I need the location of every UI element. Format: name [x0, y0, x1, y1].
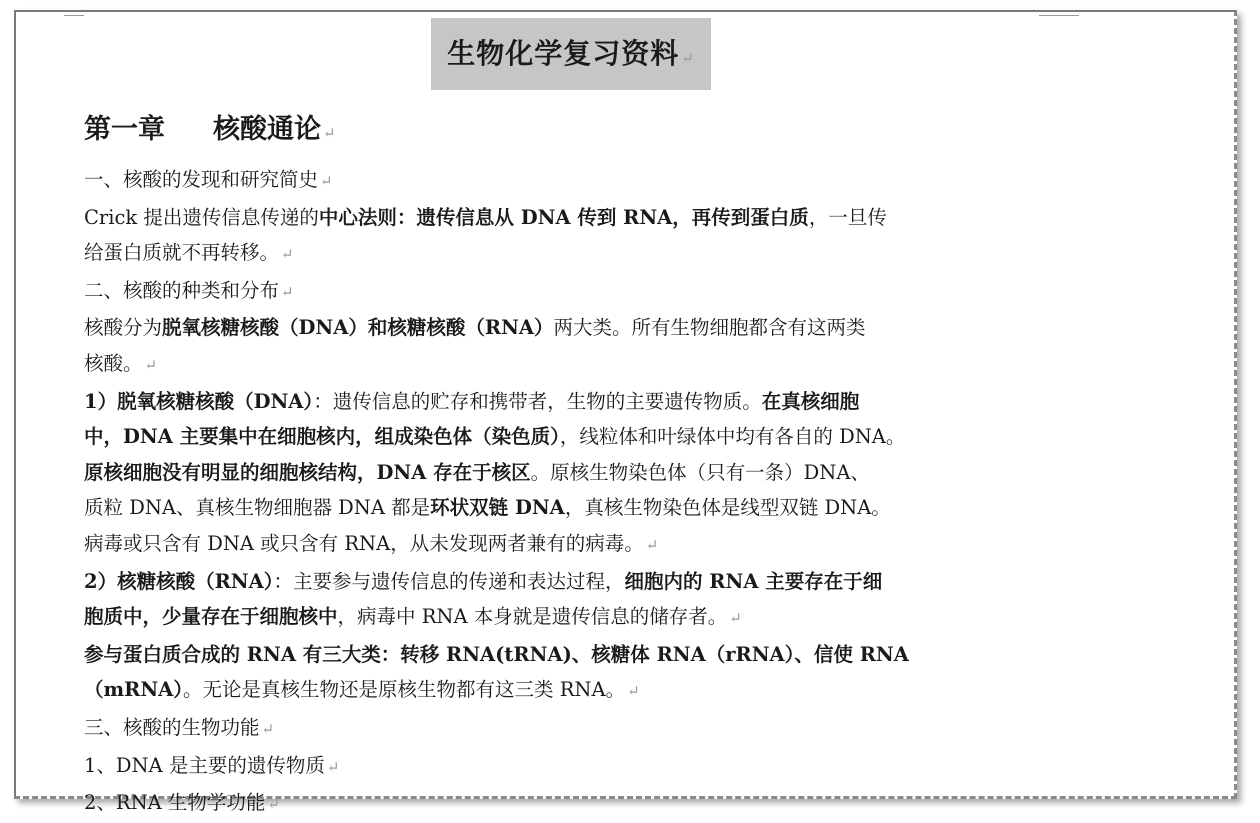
text-run: ，真核生物染色体是线型双链 DNA。: [564, 496, 891, 520]
bold-text: 原核细胞没有明显的细胞核结构，DNA 存在于核区: [84, 460, 531, 484]
text-run: 病毒或只含有 DNA 或只含有 RNA，从未发现两者兼有的病毒。: [84, 531, 644, 555]
bold-text: 胞质中，少量存在于细胞核中: [84, 605, 338, 629]
text-run: 2、RNA 生物学功能: [84, 791, 266, 815]
text-line: [84, 710, 1039, 748]
text-line: [84, 384, 1039, 420]
bold-text: 1）脱氧核糖核酸（DNA）: [84, 389, 314, 413]
chapter-title: 核酸通论: [213, 114, 321, 145]
text-line: [84, 273, 1039, 311]
paragraph-mark-icon: ↵: [261, 719, 275, 738]
paragraph-mark-icon: ↵: [267, 795, 281, 814]
text-line: [84, 455, 1039, 491]
title-highlight: [431, 18, 711, 90]
text-line: [84, 419, 1039, 455]
text-line: [84, 785, 1039, 823]
text-line: [84, 672, 1039, 710]
text-line: [84, 200, 1039, 236]
text-line: [84, 526, 1039, 564]
document-body: [84, 162, 1039, 823]
text-run: 质粒 DNA、真核生物细胞器 DNA 都是: [84, 496, 431, 520]
text-run: 核酸分为: [84, 316, 163, 340]
text-line: [84, 310, 1039, 346]
document-page: [14, 10, 1237, 815]
text-run: 两大类。所有生物细胞都含有这两类: [553, 316, 866, 340]
paragraph-mark-icon: ↵: [323, 124, 336, 142]
text-run: 二、核酸的种类和分布: [84, 278, 280, 302]
text-run: ：主要参与遗传信息的传递和表达过程，: [273, 569, 625, 593]
text-run: 。原核生物染色体（只有一条）DNA、: [530, 460, 870, 484]
text-line: [84, 599, 1039, 637]
bold-text: 参与蛋白质合成的 RNA 有三大类：转移 RNA(tRNA)、核糖体 RNA（rRNA）、信使 RNA: [84, 642, 909, 666]
paragraph-mark-icon: ↵: [281, 245, 294, 264]
page-corner-mark: [1039, 15, 1079, 16]
bold-text: 细胞内的 RNA 主要存在于细: [624, 569, 883, 593]
paragraph-mark-icon: ↵: [281, 282, 294, 301]
text-run: 1、DNA 是主要的遗传物质: [84, 753, 325, 777]
document-title: [431, 32, 711, 72]
text-line: [84, 490, 1039, 526]
bold-text: 2）核糖核酸（RNA）: [84, 569, 274, 593]
text-run: ：遗传信息的贮存和携带者，生物的主要遗传物质。: [313, 389, 762, 413]
text-run: 三、核酸的生物功能: [84, 715, 260, 739]
text-run: Crick 提出遗传信息传递的: [84, 205, 319, 229]
text-run: ，一旦传: [808, 205, 887, 229]
chapter-number: 第一章: [84, 114, 165, 145]
text-run: ，病毒中 RNA 本身就是遗传信息的储存者。: [337, 605, 728, 629]
text-line: [84, 748, 1039, 786]
text-line: [84, 346, 1039, 384]
bold-text: 中，DNA 主要集中在细胞核内，组成染色体（染色质）: [84, 425, 560, 449]
paragraph-mark-icon: ↵: [320, 172, 333, 190]
text-run: 给蛋白质就不再转移。: [84, 241, 280, 265]
paragraph-mark-icon: ↵: [729, 609, 742, 628]
text-run: ，线粒体和叶绿体中均有各自的 DNA。: [559, 425, 906, 449]
document-title-text: 生物化学复习资料: [447, 37, 680, 70]
text-run: 。无论是真核生物还是原核生物都有这三类 RNA。: [183, 678, 626, 702]
text-run: 核酸。: [84, 351, 143, 375]
text-line: [84, 162, 1039, 200]
chapter-heading: [84, 107, 336, 146]
page-corner-mark: [64, 15, 84, 16]
paragraph-mark-icon: ↵: [645, 535, 659, 554]
text-run: 一、核酸的发现和研究简史: [84, 168, 319, 191]
bold-text: 中心法则：遗传信息从 DNA 传到 RNA，再传到蛋白质: [318, 205, 809, 229]
bold-text: 环状双链 DNA: [430, 496, 565, 520]
bold-text: 在真核细胞: [761, 389, 860, 413]
bold-text: 脱氧核糖核酸（DNA）和核糖核酸（RNA）: [162, 316, 554, 340]
paragraph-mark-icon: ↵: [144, 355, 158, 374]
text-line: [84, 564, 1039, 600]
paragraph-mark-icon: ↵: [627, 682, 640, 701]
text-line: [84, 637, 1039, 673]
bold-text: （mRNA）: [84, 678, 184, 702]
paragraph-mark-icon: ↵: [681, 49, 695, 67]
paragraph-mark-icon: ↵: [326, 757, 340, 776]
text-line: [84, 235, 1039, 273]
